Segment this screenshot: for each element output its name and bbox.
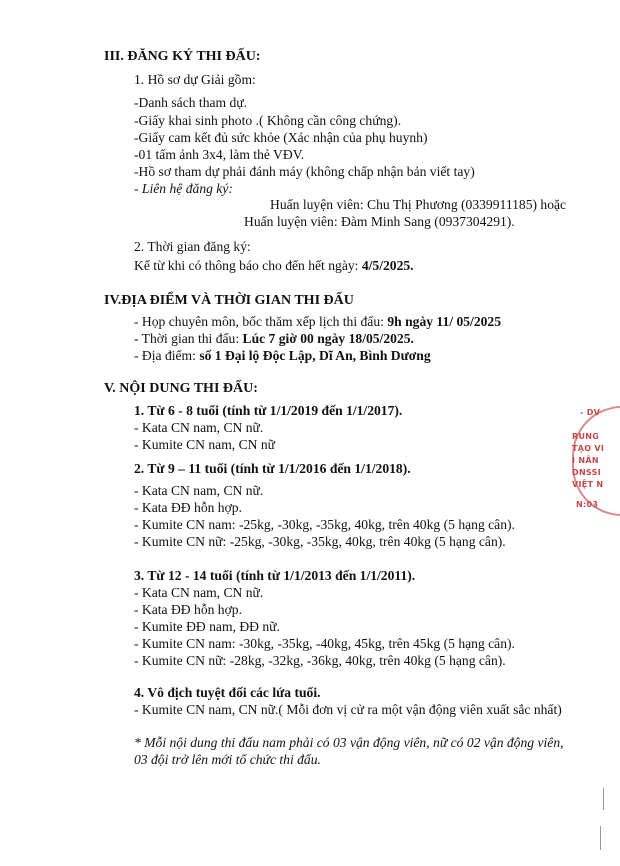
deadline-date: 4/5/2025. <box>361 258 414 273</box>
document-list-item: -Giấy khai sinh photo .( Không cần công chứng). <box>134 113 402 128</box>
seal-text: RUNG <box>572 432 600 441</box>
event-line: - Kata ĐĐ hỗn hợp. <box>134 602 242 617</box>
competition-time-value: Lúc 7 giờ 00 ngày 18/05/2025. <box>242 331 414 346</box>
venue <box>134 347 431 365</box>
document-list-item: -01 tấm ảnh 3x4, làm thẻ VĐV. <box>134 147 305 162</box>
age-group-2-title: 2. Từ 9 – 11 tuổi (tính từ 1/1/2016 đến 1/1/2018). <box>134 461 411 476</box>
event-line: - Kumite CN nam, CN nữ <box>134 437 276 452</box>
section-3-item-1: 1. Hồ sơ dự Giải gồm: <box>134 72 256 87</box>
deadline-prefix: Kể từ khi có thông báo cho đến hết ngày: <box>134 258 362 273</box>
meeting-time-label: - Họp chuyên môn, bốc thăm xếp lịch thi đấu: <box>134 314 388 329</box>
seal-text: DNSSI <box>572 468 601 477</box>
section-3-title: III. ĐĂNG KÝ THI ĐẤU: <box>104 49 261 64</box>
document-list-item: -Hồ sơ tham dự phải đánh máy (không chấp nhận bản viết tay) <box>134 164 475 179</box>
competition-time-label: - Thời gian thi đấu: <box>134 331 243 346</box>
event-line: - Kumite CN nam: -25kg, -30kg, -35kg, 40kg, trên 40kg (5 hạng cân). <box>134 517 515 532</box>
competition-time <box>134 330 414 348</box>
section-3-item-2: 2. Thời gian đăng ký: <box>134 239 251 254</box>
seal-text: VIỆT N <box>572 480 604 489</box>
document-list-item: -Giấy cam kết đủ sức khỏe (Xác nhận của phụ huynh) <box>134 130 428 145</box>
event-line: - Kata CN nam, CN nữ. <box>134 483 264 498</box>
meeting-time-value: 9h ngày 11/ 05/2025 <box>387 314 502 329</box>
contact-line-1: Huấn luyện viên: Chu Thị Phương (0339911185) hoặc <box>270 197 567 212</box>
registration-deadline <box>134 257 414 275</box>
venue-value: số 1 Đại lộ Độc Lập, Dĩ An, Bình Dương <box>199 348 431 363</box>
event-line: - Kata CN nam, CN nữ. <box>134 420 264 435</box>
scan-mark <box>603 788 604 810</box>
age-group-3-title: 3. Từ 12 - 14 tuổi (tính từ 1/1/2013 đến 1/1/2011). <box>134 568 416 583</box>
note-line-1: * Mỗi nội dung thi đấu nam phải có 03 vận động viên, nữ có 02 vận động viên, <box>134 735 564 750</box>
note-line-2: 03 đội trở lên mới tổ chức thi đấu. <box>134 752 321 767</box>
seal-text: I NÂN <box>572 456 599 465</box>
event-line: - Kumite CN nam: -30kg, -35kg, -40kg, 45kg, trên 45kg (5 hạng cân). <box>134 636 515 651</box>
document-list-item: -Danh sách tham dự. <box>134 95 248 110</box>
contact-label: - Liên hệ đăng ký: <box>134 181 233 196</box>
event-line: - Kata CN nam, CN nữ. <box>134 585 264 600</box>
seal-text: N:03 <box>576 500 599 509</box>
red-seal-stamp <box>566 400 620 518</box>
event-line: - Kumite ĐĐ nam, ĐĐ nữ. <box>134 619 280 634</box>
venue-label: - Địa điểm: <box>134 348 200 363</box>
event-line: - Kumite CN nam, CN nữ.( Mỗi đơn vị cử ra một vận động viên xuất sắc nhất) <box>134 702 562 717</box>
meeting-time <box>134 313 501 331</box>
section-4-title: IV.ĐỊA ĐIỂM VÀ THỜI GIAN THI ĐẤU <box>104 293 354 308</box>
contact-line-2: Huấn luyện viên: Đàm Minh Sang (0937304291). <box>244 214 515 229</box>
event-line: - Kumite CN nữ: -25kg, -30kg, -35kg, 40kg, trên 40kg (5 hạng cân). <box>134 534 506 549</box>
seal-text: - DV <box>580 408 601 417</box>
event-line: - Kumite CN nữ: -28kg, -32kg, -36kg, 40kg, trên 40kg (5 hạng cân). <box>134 653 506 668</box>
seal-text: TẠO VI <box>572 444 605 453</box>
scan-mark <box>600 826 601 850</box>
age-group-4-title: 4. Vô địch tuyệt đối các lứa tuổi. <box>134 685 321 700</box>
age-group-1-title: 1. Từ 6 - 8 tuổi (tính từ 1/1/2019 đến 1/1/2017). <box>134 403 403 418</box>
section-5-title: V. NỘI DUNG THI ĐẤU: <box>104 381 258 396</box>
event-line: - Kata ĐĐ hỗn hợp. <box>134 500 242 515</box>
